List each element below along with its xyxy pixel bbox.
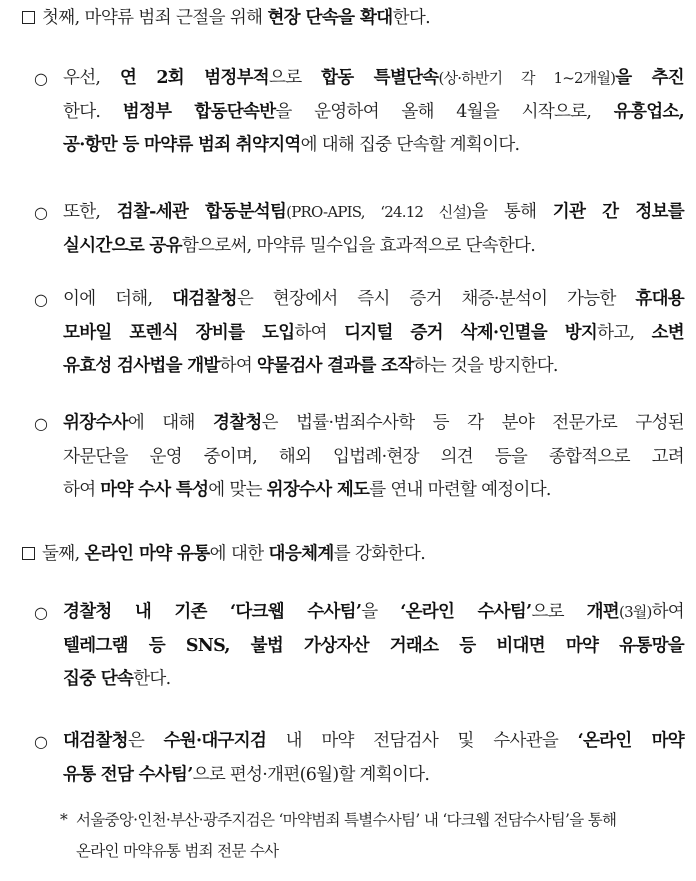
circle-bullet-icon: ○ [34, 732, 48, 751]
section-heading-1: 첫째, 마약류 범죄 근절을 위해 현장 단속을 확대한다. [22, 2, 682, 35]
bullet-item-forensics: ○ 이에 더해, 대검찰청은 현장에서 즉시 증거 채증·분석이 가능한 휴대용 모바일 포렌식 장비를 도입하여 디지털 증거 삭제·인멸을 방지하고, 소변 유효성 검사법을 개발하여 약물검사 결과를 조작하는 것을 방지한다. [34, 283, 684, 384]
bullet-item-analysis-team: ○ 또한, 검찰-세관 합동분석팀(PRO-APIS, ‘24.12 신설)을 통해 기관 간 정보를 실시간으로 공유함으로써, 마약류 밀수입을 효과적으로 단속한다. [34, 196, 684, 263]
circle-bullet-icon: ○ [34, 414, 48, 433]
bullet-item-prosecutors: ○ 대검찰청은 수원·대구지검 내 마약 전담검사 및 수사관을 ‘온라인 마약 유통 전담 수사팀’으로 편성·개편(6월)할 계획이다. [34, 725, 684, 792]
circle-bullet-icon: ○ [34, 203, 48, 222]
checkbox-square-icon [22, 11, 35, 24]
bullet-item-joint-crackdown: ○ 우선, 연 2회 범정부적으로 합동 특별단속(상·하반기 각 1~2개월)을 추진 한다. 범정부 합동단속반을 운영하여 올해 4월을 시작으로, 유흥업소, 공·항만 등 마약류 범죄 취약지역에 대해 집중 단속할 계획이다. [34, 62, 684, 163]
checkbox-square-icon [22, 547, 35, 560]
asterisk-marker: * [60, 811, 68, 829]
section-heading-2: 둘째, 온라인 마약 유통에 대한 대응체계를 강화한다. [22, 538, 682, 571]
circle-bullet-icon: ○ [34, 603, 48, 622]
bullet-item-undercover: ○ 위장수사에 대해 경찰청은 법률·범죄수사학 등 각 분야 전문가로 구성된 자문단을 운영 중이며, 해외 입법례·현장 의견 등을 종합적으로 고려 하여 마약 수사 특성에 맞는 위장수사 제도를 연내 마련할 예정이다. [34, 407, 684, 508]
footnote: * 서울중앙·인천·부산·광주지검은 ‘마약범죄 특별수사팀’ 내 ‘다크웹 전담수사팀’을 통해 온라인 마약유통 범죄 전문 수사 [60, 805, 684, 867]
circle-bullet-icon: ○ [34, 290, 48, 309]
bullet-item-online-team: ○ 경찰청 내 기존 ‘다크웹 수사팀’을 ‘온라인 수사팀’으로 개편(3월)하여 텔레그램 등 SNS, 불법 가상자산 거래소 등 비대면 마약 유통망을 집중 단속한다. [34, 596, 684, 697]
circle-bullet-icon: ○ [34, 69, 48, 88]
